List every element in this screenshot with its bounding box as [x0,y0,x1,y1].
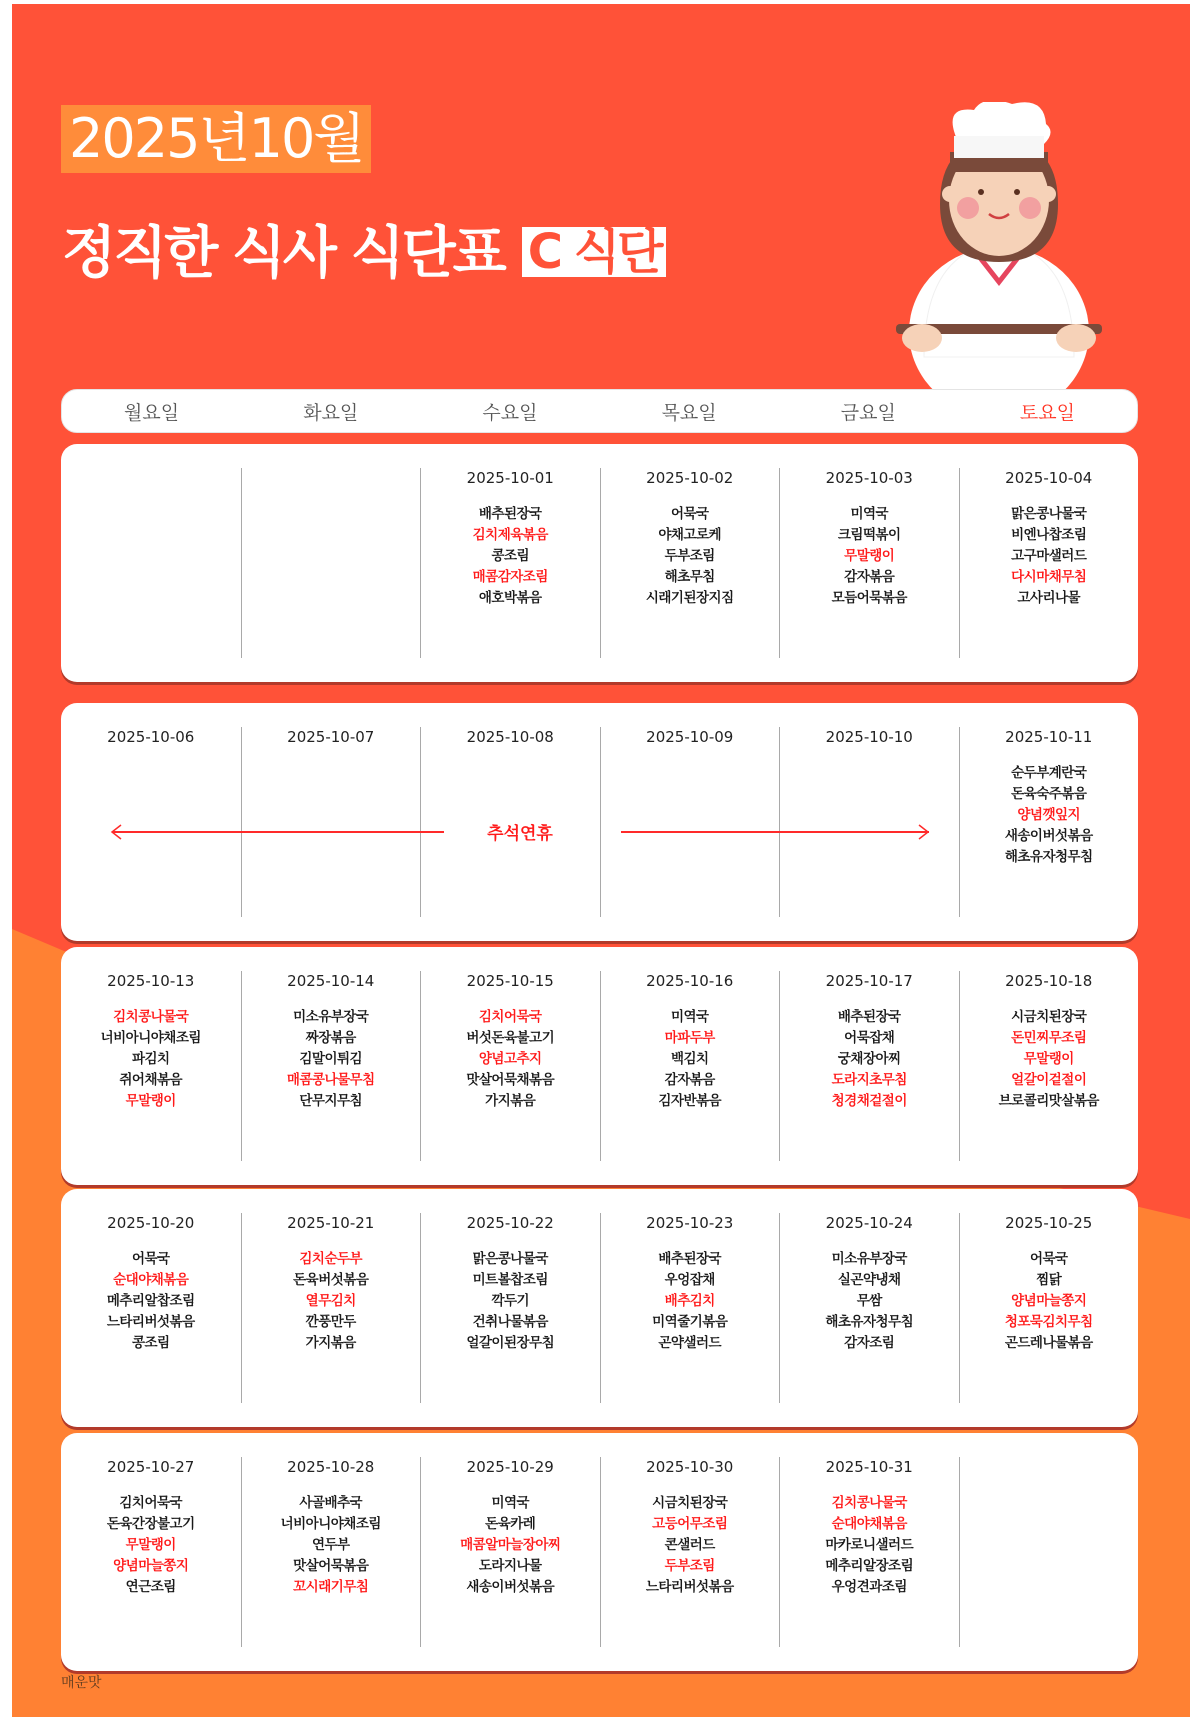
cell-date: 2025-10-06 [107,728,195,746]
menu-item-spicy: 무말랭이 [125,1093,176,1109]
chef-icon [884,102,1114,394]
menu-item-spicy: 다시마채무침 [1011,569,1087,585]
week-row [61,444,1138,682]
menu-item-spicy: 김치콩나물국 [113,1009,189,1025]
menu-item: 메추리알찹조림 [106,1293,195,1309]
menu-item-spicy: 두부조림 [664,1558,715,1574]
day-cell [61,971,241,1161]
menu-item: 쥐어채볶음 [119,1072,183,1088]
page-title [62,218,666,290]
menu-list [601,1249,780,1354]
menu-item-spicy: 배추김치 [664,1293,715,1309]
menu-item-spicy: 양념마늘쫑지 [113,1558,189,1574]
menu-item: 콩조림 [131,1335,170,1351]
cell-date: 2025-10-17 [825,972,913,990]
menu-item: 깐풍만두 [305,1314,356,1330]
menu-item: 두부조림 [664,548,715,564]
cell-date: 2025-10-14 [287,972,375,990]
cell-date: 2025-10-15 [466,972,554,990]
menu-item: 미역국 [850,506,889,522]
menu-item: 미역국 [670,1009,709,1025]
menu-list [780,1249,959,1354]
menu-item: 우엉견과조림 [831,1579,907,1595]
cell-date: 2025-10-16 [646,972,734,990]
menu-item: 깍두기 [491,1293,530,1309]
menu-list [421,1007,600,1112]
day-cell [600,971,780,1161]
menu-item: 연근조림 [125,1579,176,1595]
menu-item: 감자조림 [844,1335,895,1351]
day-label-fri: 금요일 [840,401,896,424]
cell-date: 2025-10-21 [287,1214,375,1232]
day-cell [61,1457,241,1647]
menu-item-spicy: 돈민찌무조림 [1011,1030,1087,1046]
menu-list [780,504,959,609]
cell-date: 2025-10-03 [825,469,913,487]
day-cell [420,468,600,658]
menu-item: 순두부계란국 [1011,765,1087,781]
cell-date: 2025-10-07 [287,728,375,746]
week-row [61,703,1138,941]
menu-item: 파김치 [131,1051,170,1067]
cell-date: 2025-10-30 [646,1458,734,1476]
menu-item: 미소유부장국 [831,1251,907,1267]
holiday-label: 추석연휴 [487,824,553,844]
holiday-span [109,821,931,843]
day-cell [959,971,1139,1161]
menu-item: 실곤약냉채 [837,1272,901,1288]
cell-date: 2025-10-20 [107,1214,195,1232]
menu-item: 우엉잡채 [664,1272,715,1288]
cell-date: 2025-10-04 [1005,469,1093,487]
menu-item: 맑은콩나물국 [1011,506,1087,522]
menu-item: 가지볶음 [305,1335,356,1351]
menu-item: 모듬어묵볶음 [831,590,907,606]
menu-item-spicy: 양념고추지 [478,1051,542,1067]
menu-item: 짜장볶음 [305,1030,356,1046]
menu-item: 느타리버섯볶음 [106,1314,195,1330]
cell-date: 2025-10-27 [107,1458,195,1476]
week-row [61,947,1138,1185]
menu-list [960,763,1139,868]
menu-item: 단무지무침 [299,1093,363,1109]
menu-item: 고사리나물 [1017,590,1081,606]
menu-list [421,1249,600,1354]
menu-item-spicy: 순대야채볶음 [831,1516,907,1532]
menu-item: 해초유자청무침 [1004,849,1093,865]
day-label-sat: 토요일 [1019,401,1075,424]
menu-list [61,1249,241,1354]
menu-item: 돈육숙주볶음 [1011,786,1087,802]
day-cell [779,468,959,658]
cell-date: 2025-10-28 [287,1458,375,1476]
menu-list [960,504,1139,609]
menu-item: 미트볼찹조림 [472,1272,548,1288]
week-row [61,1433,1138,1671]
day-cell [959,727,1139,917]
cell-date: 2025-10-02 [646,469,734,487]
menu-list [242,1007,421,1112]
menu-item: 시래기된장지짐 [645,590,734,606]
week-row [61,1189,1138,1427]
day-label-wed: 수요일 [482,401,538,424]
cell-date: 2025-10-09 [646,728,734,746]
day-cell [779,971,959,1161]
day-cell [779,1213,959,1403]
menu-item: 맛살어묵볶음 [293,1558,369,1574]
menu-item: 곤드레나물볶음 [1004,1335,1093,1351]
menu-item: 어묵국 [670,506,709,522]
holiday-line-right [621,831,929,833]
menu-item: 어묵국 [1029,1251,1068,1267]
menu-item-spicy: 열무김치 [305,1293,356,1309]
menu-item: 김치어묵국 [119,1495,183,1511]
day-cell [959,468,1139,658]
menu-item-spicy: 순대야채볶음 [113,1272,189,1288]
menu-list [601,1007,780,1112]
menu-list [960,1007,1139,1112]
menu-item: 애호박볶음 [478,590,542,606]
day-cell [241,468,421,658]
menu-item: 가지볶음 [485,1093,536,1109]
menu-list [242,1493,421,1598]
menu-item: 새송이버섯볶음 [466,1579,555,1595]
menu-list [421,1493,600,1598]
menu-item: 김자반볶음 [658,1093,722,1109]
day-cell [241,1457,421,1647]
menu-item: 어묵잡채 [844,1030,895,1046]
cell-date: 2025-10-29 [466,1458,554,1476]
menu-item-spicy: 고등어무조림 [652,1516,728,1532]
menu-item: 해초유자청무침 [825,1314,914,1330]
menu-item-spicy: 무말랭이 [1023,1051,1074,1067]
menu-item-spicy: 무말랭이 [125,1537,176,1553]
menu-item-spicy: 매콤알마늘장아찌 [460,1537,561,1553]
menu-list [960,1249,1139,1354]
menu-item: 찜닭 [1036,1272,1062,1288]
menu-item: 시금치된장국 [652,1495,728,1511]
cell-date: 2025-10-22 [466,1214,554,1232]
menu-item: 연두부 [311,1537,350,1553]
cell-date: 2025-10-31 [825,1458,913,1476]
footer-note: 매운맛 [61,1675,102,1691]
menu-list [601,504,780,609]
menu-item-spicy: 청포묵김치무침 [1004,1314,1093,1330]
menu-item: 건취나물볶음 [472,1314,548,1330]
menu-item: 크림떡볶이 [837,527,901,543]
menu-item: 무쌈 [856,1293,882,1309]
menu-item: 브로콜리맛살볶음 [998,1093,1099,1109]
day-cell [420,971,600,1161]
day-label-tue: 화요일 [303,401,359,424]
menu-item-spicy: 김치순두부 [299,1251,363,1267]
year-month-title: 2025년10월 [61,105,371,173]
cell-date: 2025-10-24 [825,1214,913,1232]
menu-item-spicy: 무말랭이 [844,548,895,564]
day-cell [600,1457,780,1647]
menu-item: 마카로니샐러드 [825,1537,914,1553]
menu-item: 콘샐러드 [664,1537,715,1553]
day-cell [61,1213,241,1403]
menu-list [780,1007,959,1112]
menu-item: 돈육카레 [485,1516,536,1532]
menu-item-spicy: 양념마늘쫑지 [1011,1293,1087,1309]
day-cell [420,1213,600,1403]
menu-item: 돈육버섯볶음 [293,1272,369,1288]
menu-item: 미역국 [491,1495,530,1511]
day-cell [959,1213,1139,1403]
menu-item: 미역줄기볶음 [652,1314,728,1330]
menu-list [242,1249,421,1354]
menu-item-spicy: 매콤콩나물무침 [286,1072,375,1088]
menu-item-spicy: 청경채겉절이 [831,1093,907,1109]
menu-list [61,1493,241,1598]
title-text: 정직한 식사 식단표 [62,221,504,286]
day-cell [241,971,421,1161]
menu-item: 감자볶음 [664,1072,715,1088]
day-label-mon: 월요일 [124,401,180,424]
menu-item: 백김치 [670,1051,709,1067]
day-cell [600,468,780,658]
menu-item: 느타리버섯볶음 [645,1579,734,1595]
menu-item: 너비아니야채조림 [280,1516,381,1532]
cell-date: 2025-10-13 [107,972,195,990]
menu-item-spicy: 김치콩나물국 [831,1495,907,1511]
menu-type-badge: C 식단 [522,227,667,277]
menu-item-spicy: 마파두부 [664,1030,715,1046]
menu-item: 콩조림 [491,548,530,564]
arrow-right-icon [911,821,931,843]
menu-item: 돈육간장불고기 [106,1516,195,1532]
day-cell [61,468,241,658]
menu-item: 맑은콩나물국 [472,1251,548,1267]
menu-item-spicy: 양념깻잎지 [1017,807,1081,823]
menu-item-spicy: 도라지초무침 [831,1072,907,1088]
menu-item-spicy: 김치어묵국 [478,1009,542,1025]
menu-item: 감자볶음 [844,569,895,585]
menu-item: 고구마샐러드 [1011,548,1087,564]
weekday-header [61,389,1138,433]
menu-item: 배추된장국 [837,1009,901,1025]
cell-date: 2025-10-11 [1005,728,1093,746]
day-cell [241,1213,421,1403]
menu-item: 미소유부장국 [293,1009,369,1025]
menu-item: 버섯돈육불고기 [466,1030,555,1046]
day-cell [420,1457,600,1647]
menu-item: 얼갈이된장무침 [466,1335,555,1351]
cell-date: 2025-10-23 [646,1214,734,1232]
menu-item: 궁채장아찌 [837,1051,901,1067]
menu-item: 어묵국 [131,1251,170,1267]
cell-date: 2025-10-10 [825,728,913,746]
menu-item: 맛살어묵채볶음 [466,1072,555,1088]
menu-item-spicy: 얼갈이겉절이 [1011,1072,1087,1088]
menu-item: 시금치된장국 [1011,1009,1087,1025]
menu-item: 배추된장국 [478,506,542,522]
menu-item: 너비아니야채조림 [100,1030,201,1046]
menu-item-spicy: 김치제육볶음 [472,527,548,543]
day-cell [959,1457,1139,1647]
menu-list [601,1493,780,1598]
menu-item: 배추된장국 [658,1251,722,1267]
menu-item: 사골배추국 [299,1495,363,1511]
menu-item-spicy: 매콤감자조림 [472,569,548,585]
cell-date: 2025-10-18 [1005,972,1093,990]
menu-item: 메추리알장조림 [825,1558,914,1574]
menu-item: 야채고로케 [658,527,722,543]
day-cell [600,1213,780,1403]
menu-item: 비엔나찹조림 [1011,527,1087,543]
menu-item-spicy: 꼬시래기무침 [293,1579,369,1595]
menu-item: 김말이튀김 [299,1051,363,1067]
day-cell [779,1457,959,1647]
menu-poster [12,4,1190,1717]
menu-list [61,1007,241,1112]
day-label-thu: 목요일 [661,401,717,424]
cell-date: 2025-10-01 [466,469,554,487]
cell-date: 2025-10-25 [1005,1214,1093,1232]
cell-date: 2025-10-08 [466,728,554,746]
menu-item: 곤약샐러드 [658,1335,722,1351]
menu-item: 해초무침 [664,569,715,585]
menu-item: 새송이버섯볶음 [1004,828,1093,844]
menu-list [780,1493,959,1598]
menu-item: 도라지나물 [478,1558,542,1574]
menu-list [421,504,600,609]
